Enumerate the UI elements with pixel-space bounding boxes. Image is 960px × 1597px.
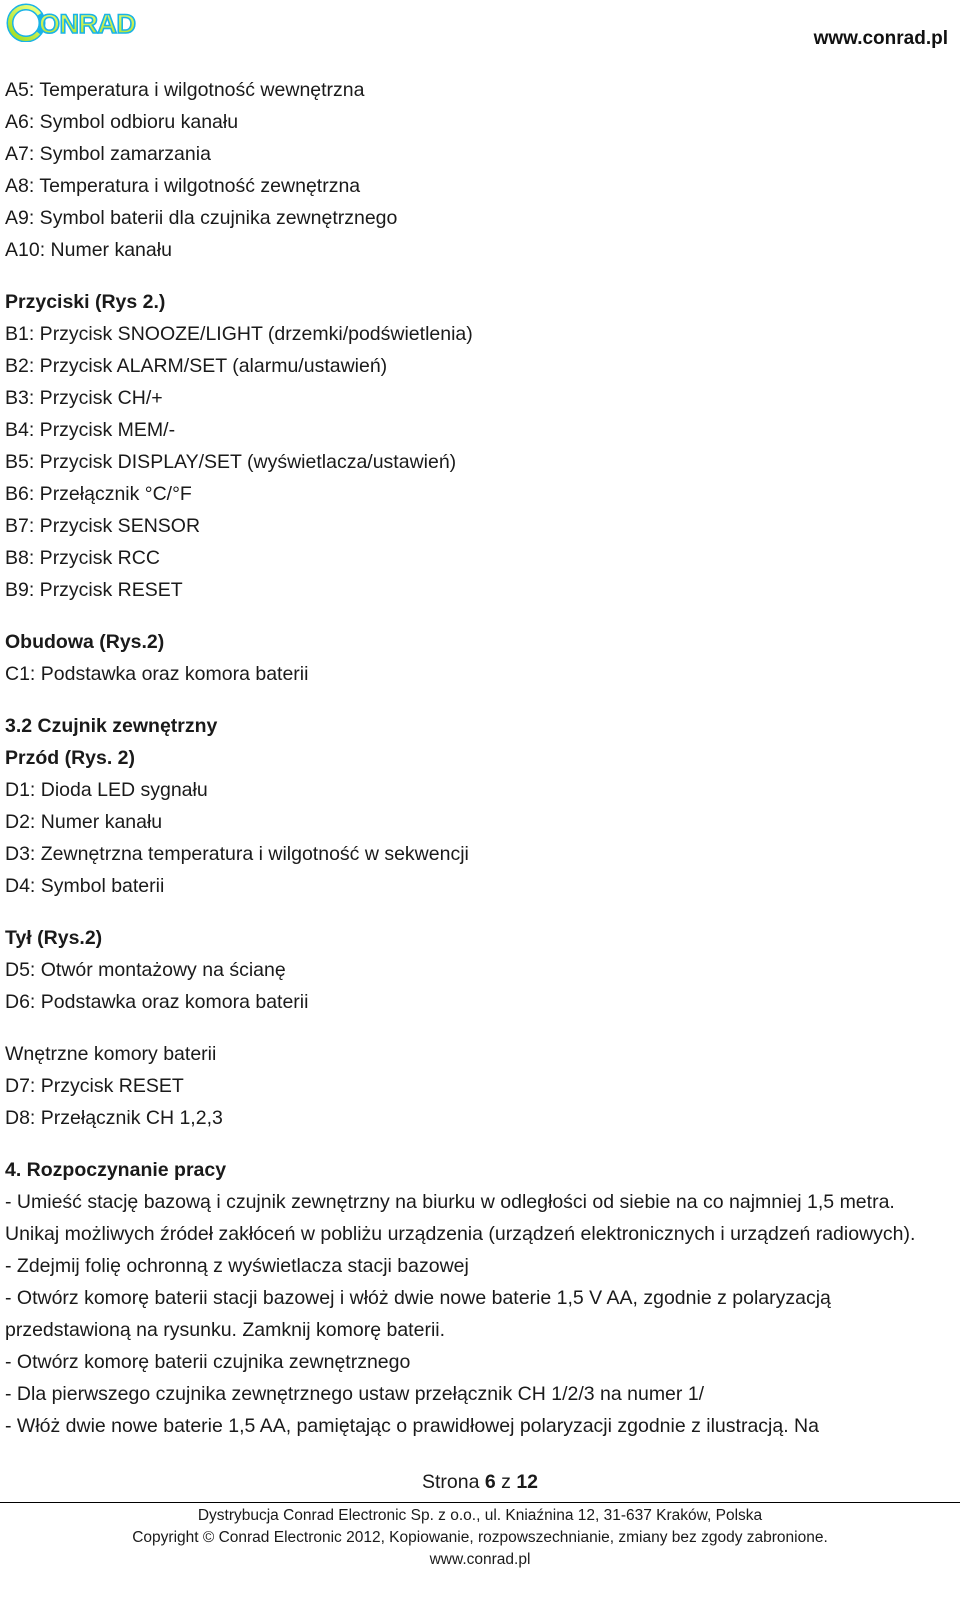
page-total: 12 bbox=[516, 1471, 539, 1493]
footer-info bbox=[0, 1505, 960, 1571]
spacer bbox=[5, 606, 945, 626]
list-item: A5: Temperatura i wilgotność wewnętrzna bbox=[5, 79, 365, 101]
list-item: B9: Przycisk RESET bbox=[5, 579, 183, 601]
list-item: A9: Symbol baterii dla czujnika zewnętrznego bbox=[5, 207, 398, 229]
section-heading-sensor: 3.2 Czujnik zewnętrzny bbox=[5, 715, 218, 737]
spacer bbox=[5, 902, 945, 922]
list-item: B2: Przycisk ALARM/SET (alarmu/ustawień) bbox=[5, 355, 388, 377]
display-items-list bbox=[5, 74, 945, 266]
conrad-logo bbox=[6, 2, 164, 42]
paragraph: - Umieść stację bazową i czujnik zewnętrzny na biurku w odległości od siebie na co najmniej 1,5 metra. Unikaj możliwych źródeł zakłóceń w pobliżu urządzenia (urządzeń elektronicznych i urządzeń radiowych). bbox=[5, 1191, 916, 1245]
list-item: D8: Przełącznik CH 1,2,3 bbox=[5, 1107, 223, 1129]
list-item: A8: Temperatura i wilgotność zewnętrzna bbox=[5, 175, 361, 197]
section-heading-front: Przód (Rys. 2) bbox=[5, 747, 136, 769]
paragraph: - Dla pierwszego czujnika zewnętrznego ustaw przełącznik CH 1/2/3 na numer 1/ bbox=[5, 1383, 705, 1405]
list-item: D5: Otwór montażowy na ścianę bbox=[5, 959, 286, 981]
footer-line-url: www.conrad.pl bbox=[429, 1551, 531, 1568]
paragraph: - Zdejmij folię ochronną z wyświetlacza stacji bazowej bbox=[5, 1255, 469, 1277]
list-item: D3: Zewnętrzna temperatura i wilgotność w sekwencji bbox=[5, 843, 469, 865]
front-list bbox=[5, 774, 945, 902]
list-item: B4: Przycisk MEM/- bbox=[5, 419, 176, 441]
list-item: D1: Dioda LED sygnału bbox=[5, 779, 208, 801]
section-heading-back: Tył (Rys.2) bbox=[5, 927, 103, 949]
list-item: D7: Przycisk RESET bbox=[5, 1075, 184, 1097]
page-current: 6 bbox=[484, 1471, 496, 1493]
list-item: A10: Numer kanału bbox=[5, 239, 172, 261]
list-item: B7: Przycisk SENSOR bbox=[5, 515, 201, 537]
spacer bbox=[5, 690, 945, 710]
list-item: D6: Podstawka oraz komora baterii bbox=[5, 991, 309, 1013]
list-item: B6: Przełącznik °C/°F bbox=[5, 483, 192, 505]
list-item: D4: Symbol baterii bbox=[5, 875, 165, 897]
list-item: B1: Przycisk SNOOZE/LIGHT (drzemki/podświetlenia) bbox=[5, 323, 473, 345]
footer-line-distributor: Dystrybucja Conrad Electronic Sp. z o.o., ul. Kniaźnina 12, 31-637 Kraków, Polska bbox=[197, 1507, 763, 1524]
spacer bbox=[5, 1134, 945, 1154]
document-body bbox=[5, 74, 945, 1442]
paragraph: - Włóż dwie nowe baterie 1,5 AA, pamiętając o prawidłowej polaryzacji zgodnie z ilustracją. Na bbox=[5, 1415, 819, 1437]
footer-divider bbox=[0, 1502, 960, 1503]
section-heading-start: 4. Rozpoczynanie pracy bbox=[5, 1159, 227, 1181]
page-prefix: Strona bbox=[421, 1471, 485, 1493]
list-item: B8: Przycisk RCC bbox=[5, 547, 160, 569]
svg-text:ONRAD: ONRAD bbox=[39, 9, 136, 39]
spacer bbox=[5, 266, 945, 286]
paragraph: - Otwórz komorę baterii stacji bazowej i włóż dwie nowe baterie 1,5 V AA, zgodnie z polaryzacją przedstawioną na rysunku. Zamknij komorę baterii. bbox=[5, 1287, 831, 1341]
header-url: www.conrad.pl bbox=[813, 28, 948, 49]
paragraph: - Otwórz komorę baterii czujnika zewnętrznego bbox=[5, 1351, 411, 1373]
section-heading-inner: Wnętrzne komory baterii bbox=[5, 1043, 217, 1065]
spacer bbox=[5, 1018, 945, 1038]
list-item: B3: Przycisk CH/+ bbox=[5, 387, 163, 409]
footer-line-copyright: Copyright © Conrad Electronic 2012, Kopiowanie, rozpowszechnianie, zmiany bez zgody zabronione. bbox=[132, 1529, 828, 1546]
list-item: C1: Podstawka oraz komora baterii bbox=[5, 663, 309, 685]
list-item: A6: Symbol odbioru kanału bbox=[5, 111, 239, 133]
page-mid: z bbox=[495, 1471, 517, 1493]
page-number bbox=[0, 1468, 960, 1496]
list-item: B5: Przycisk DISPLAY/SET (wyświetlacza/ustawień) bbox=[5, 451, 457, 473]
section-heading-buttons: Przyciski (Rys 2.) bbox=[5, 291, 166, 313]
conrad-logo-image bbox=[6, 2, 164, 42]
list-item: A7: Symbol zamarzania bbox=[5, 143, 211, 165]
buttons-list bbox=[5, 318, 945, 606]
list-item: D2: Numer kanału bbox=[5, 811, 163, 833]
section-heading-housing: Obudowa (Rys.2) bbox=[5, 631, 165, 653]
